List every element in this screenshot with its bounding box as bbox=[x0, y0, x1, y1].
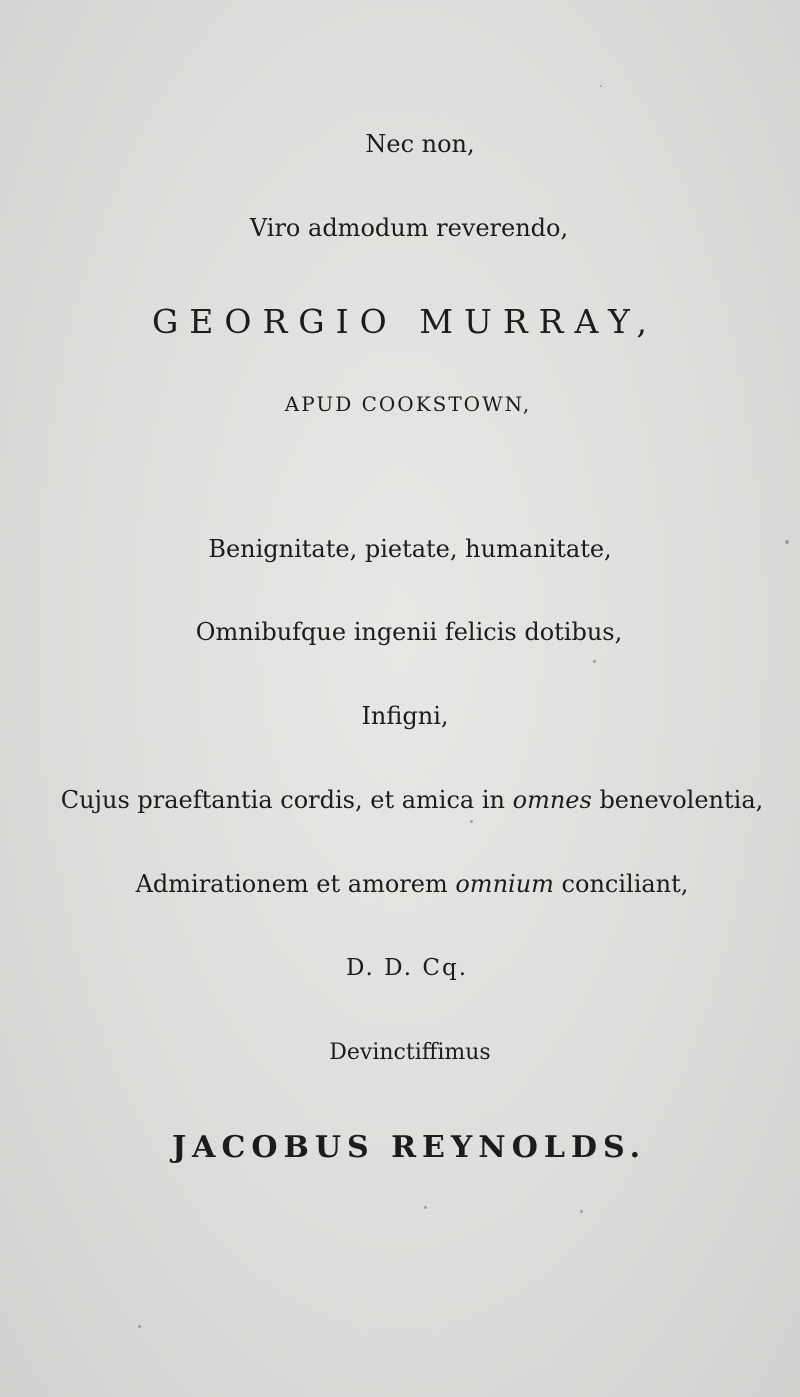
paper-speck bbox=[138, 1325, 141, 1328]
admir-text-italic: omnium bbox=[455, 870, 554, 898]
cujus-text-end: benevolentia, bbox=[591, 786, 764, 814]
cujus-text-start: Cujus praeftantia cordis, et amica in bbox=[60, 786, 513, 814]
dedicatee-location: APUD COOKSTOWN, bbox=[284, 392, 532, 416]
dedicatee-name: GEORGIO MURRAY, bbox=[151, 302, 659, 341]
signatory-name: JACOBUS REYNOLDS. bbox=[171, 1130, 647, 1165]
paper-speck bbox=[593, 660, 596, 663]
cujus-text-italic: omnes bbox=[512, 786, 592, 814]
dedication-line-benignitate: Benignitate, pietate, humanitate, bbox=[208, 535, 612, 563]
dedication-line-nec-non: Nec non, bbox=[365, 130, 475, 158]
dedication-formula: D. D. Cq. bbox=[345, 955, 469, 981]
paper-speck bbox=[785, 540, 789, 544]
dedication-line-insigni: Infigni, bbox=[361, 702, 449, 730]
paper-speck bbox=[580, 1210, 583, 1213]
admir-text-end: conciliant, bbox=[553, 870, 689, 898]
dedication-line-viro: Viro admodum reverendo, bbox=[249, 214, 569, 242]
dedication-line-omnibusque: Omnibufque ingenii felicis dotibus, bbox=[195, 618, 623, 646]
dedication-line-cujus bbox=[0, 786, 800, 814]
paper-speck bbox=[470, 820, 473, 823]
paper-speck bbox=[424, 1206, 427, 1209]
dedication-line-admirationem bbox=[0, 870, 800, 898]
paper-speck bbox=[600, 85, 602, 87]
closing-devinctissimus: Devinctiffimus bbox=[329, 1040, 491, 1065]
admir-text-start: Admirationem et amorem bbox=[135, 870, 456, 898]
